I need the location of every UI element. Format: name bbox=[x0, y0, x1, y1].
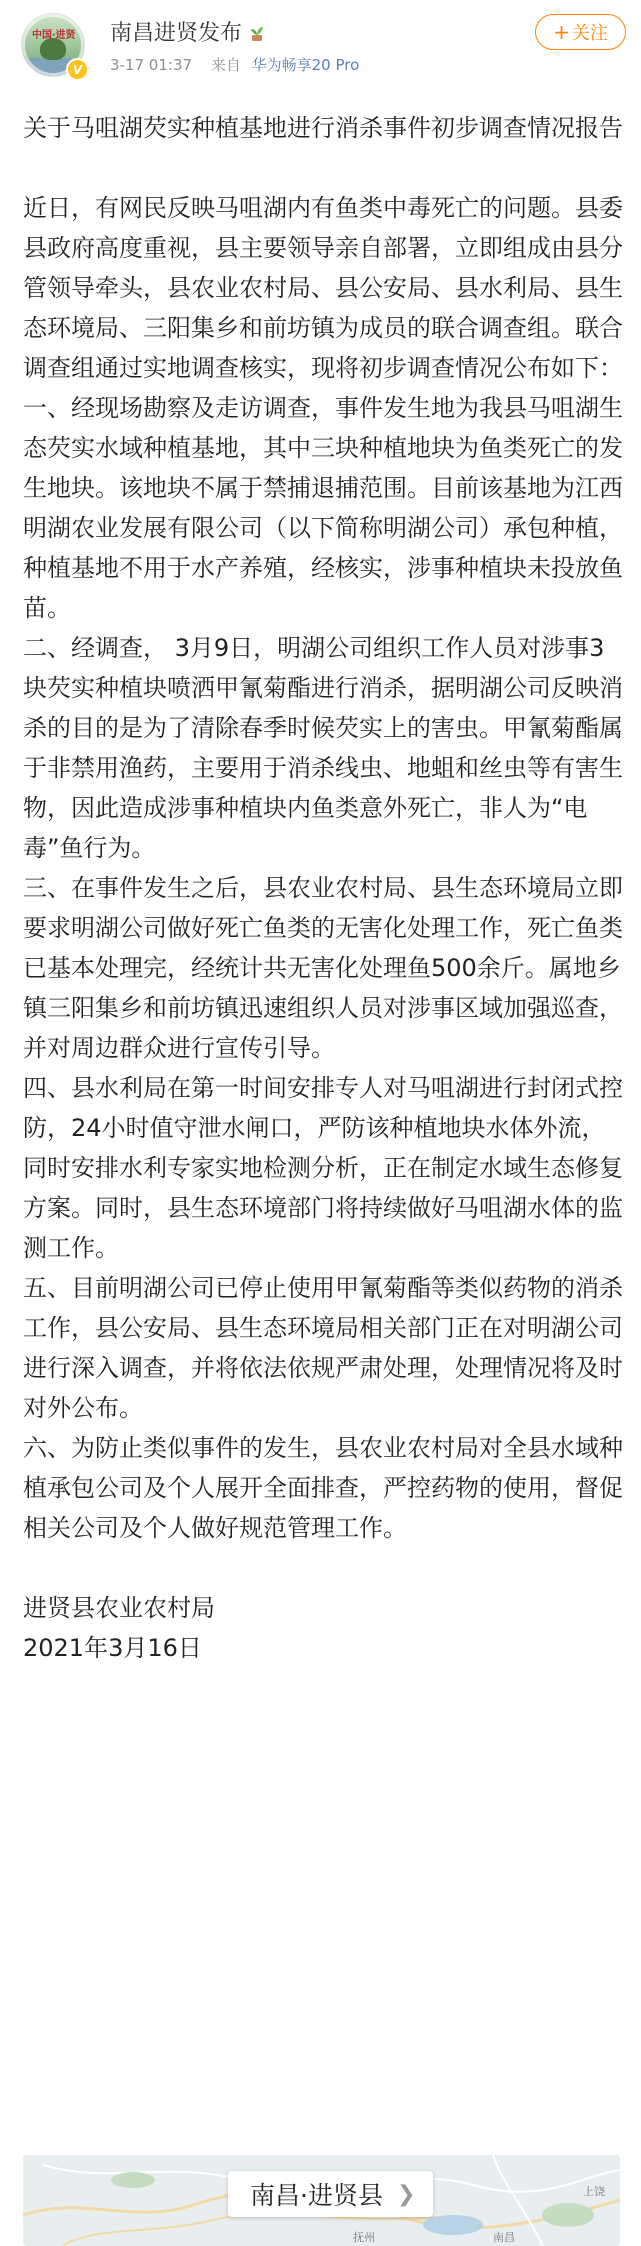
verified-badge-icon: V bbox=[66, 58, 89, 81]
map-label-0: 南昌 bbox=[493, 2232, 515, 2244]
article-paragraph-4: 四、县水利局在第一时间安排专人对马咀湖进行封闭式控防，24小时值守泄水闸口，严防该种植地块水体外流，同时安排水利专家实地检测分析，正在制定水域生态修复方案。同时，县生态环境部门将持续做好马咀湖水体的监测工作。 bbox=[23, 1074, 623, 1262]
chevron-right-icon: ❯ bbox=[396, 2181, 416, 2207]
plus-icon: + bbox=[553, 20, 570, 44]
source-prefix: 来自 bbox=[210, 56, 241, 74]
post-time: 3-17 01:37 bbox=[110, 56, 193, 74]
device-source[interactable]: 华为畅享20 Pro bbox=[251, 56, 360, 74]
follow-button[interactable] bbox=[535, 14, 626, 50]
follow-label: 关注 bbox=[571, 23, 608, 44]
article-paragraph-3: 三、在事件发生之后，县农业农村局、县生态环境局立即要求明湖公司做好死亡鱼类的无害化处理工作，死亡鱼类已基本处理完，经统计共无害化处理鱼500余斤。属地乡镇三阳集乡和前坊镇迅速组织人员对涉事区域加强巡查，并对周边群众进行宣传引导。 bbox=[23, 874, 623, 1062]
article-intro: 近日，有网民反映马咀湖内有鱼类中毒死亡的问题。县委县政府高度重视，县主要领导亲自部署，立即组成由县分管领导牵头，县农业农村局、县公安局、县水利局、县生态环境局、三阳集乡和前坊镇为成员的联合调查组。联合调查组通过实地调查核实，现将初步调查情况公布如下： bbox=[23, 194, 623, 382]
post-meta bbox=[110, 54, 359, 75]
article-paragraph-6: 六、为防止类似事件的发生，县农业农村局对全县水域种植承包公司及个人展开全面排查，严控药物的使用，督促相关公司及个人做好规范管理工作。 bbox=[23, 1434, 623, 1542]
article-signature: 进贤县农业农村局 bbox=[23, 1594, 215, 1622]
article-paragraph-1: 一、经现场勘察及走访调查，事件发生地为我县马咀湖生态芡实水域种植基地，其中三块种植地块为鱼类死亡的发生地块。该地块不属于禁捕退捕范围。目前该基地为江西明湖农业发展有限公司（以下简称明湖公司）承包种植，种植基地不用于水产养殖，经核实，涉事种植块未投放鱼苗。 bbox=[23, 394, 623, 622]
post-content bbox=[23, 108, 623, 1668]
location-pill[interactable] bbox=[228, 2171, 433, 2217]
map-label-2: 抚州 bbox=[353, 2232, 375, 2244]
article-paragraph-5: 五、目前明湖公司已停止使用甲氰菊酯等类似药物的消杀工作，县公安局、县生态环境局相关部门正在对明湖公司进行深入调查，并将依法依规严肃处理，处理情况将及时对外公布。 bbox=[23, 1274, 623, 1422]
article-paragraph-2: 二、经调查， 3月9日，明湖公司组织工作人员对涉事3块芡实种植块喷洒甲氰菊酯进行消杀，据明湖公司反映消杀的目的是为了清除春季时候芡实上的害虫。甲氰菊酯属于非禁用渔药，主要用于消杀线虫、地蛆和丝虫等有害生物，因此造成涉事种植块内鱼类意外死亡，非人为“电毒”鱼行为。 bbox=[23, 634, 623, 862]
article-title: 关于马咀湖芡实种植基地进行消杀事件初步调查情况报告 bbox=[23, 114, 623, 142]
location-map-card[interactable] bbox=[23, 2155, 620, 2246]
map-label-1: 上饶 bbox=[583, 2186, 605, 2198]
plant-emoji-icon bbox=[248, 24, 266, 42]
post-header bbox=[0, 0, 641, 112]
username[interactable] bbox=[110, 16, 266, 47]
location-label[interactable]: 南昌·进贤县 bbox=[250, 2181, 383, 2210]
avatar-sign-text: 中国·进贤 bbox=[32, 30, 76, 41]
article-date: 2021年3月16日 bbox=[23, 1634, 202, 1662]
username-text[interactable]: 南昌进贤发布 bbox=[110, 21, 243, 46]
